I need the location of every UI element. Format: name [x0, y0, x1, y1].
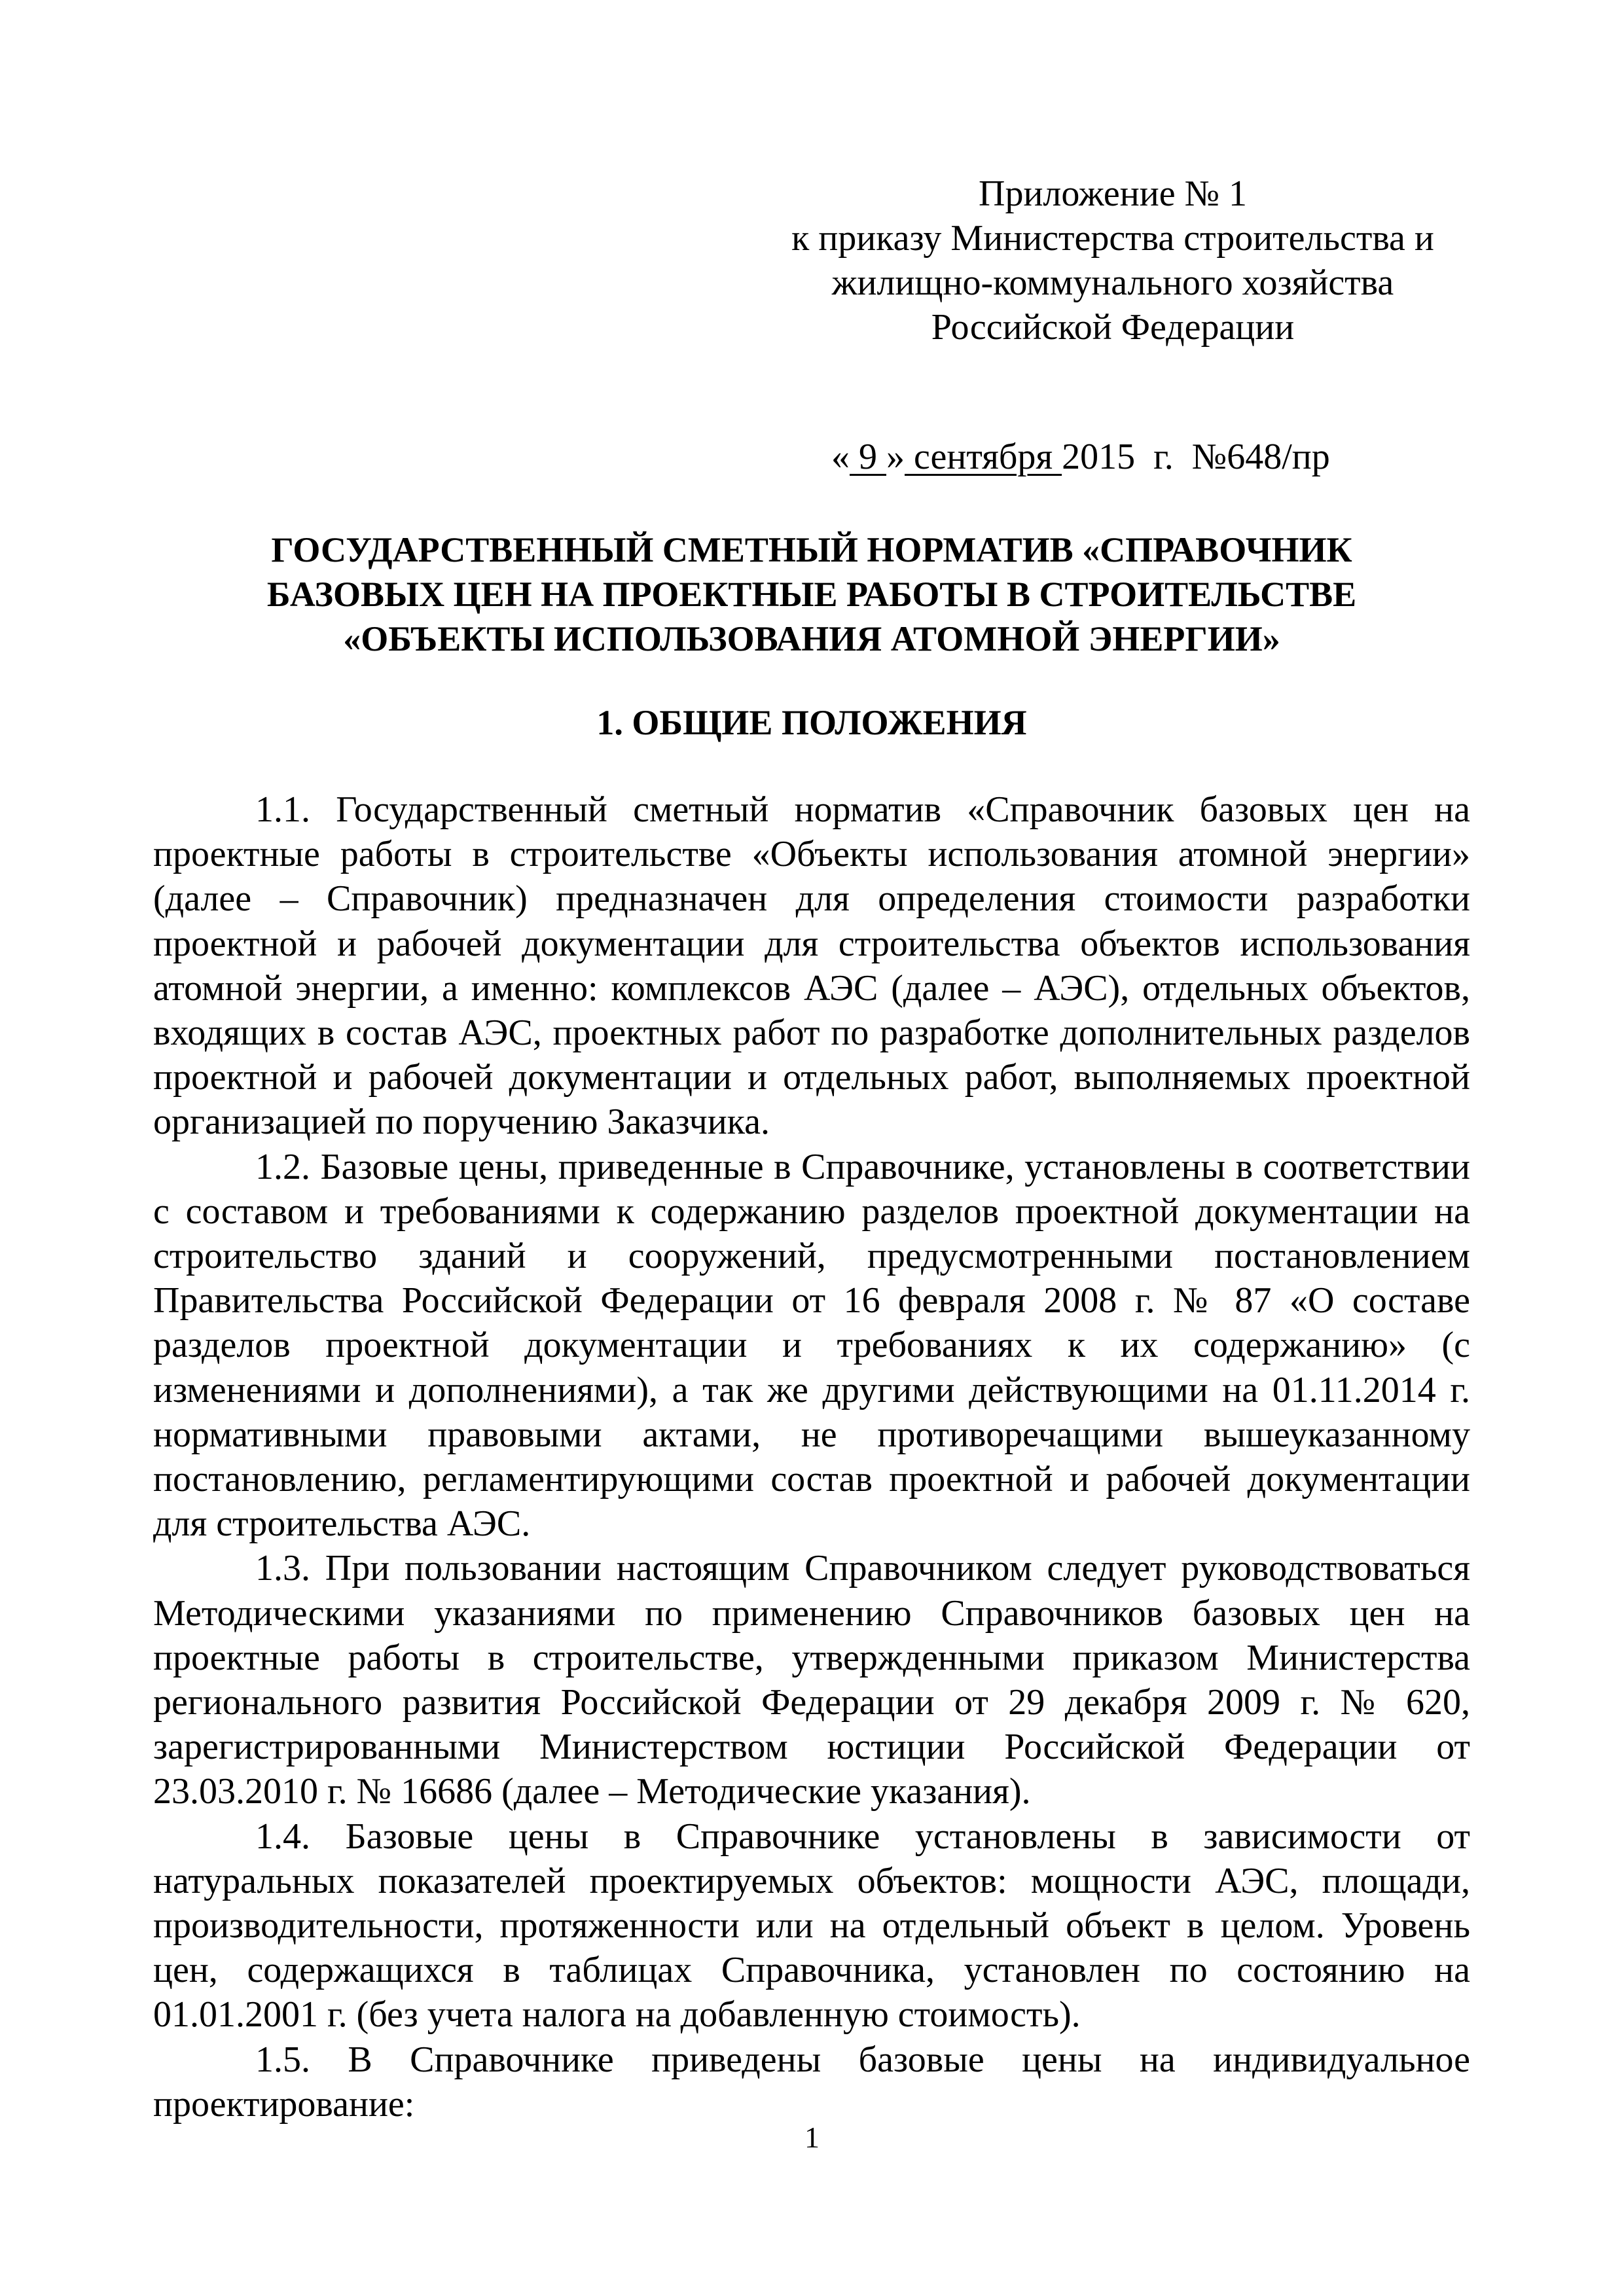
paragraph-1-1: [153, 787, 1470, 1145]
paragraph-1-4: [153, 1814, 1470, 2037]
order-date-line: [831, 435, 1330, 479]
title-line: БАЗОВЫХ ЦЕН НА ПРОЕКТНЫЕ РАБОТЫ В СТРОИТЕЛЬСТВЕ: [266, 575, 1357, 614]
paragraph-number: 1.2.: [255, 1146, 310, 1187]
order-month: сентября: [905, 437, 1062, 477]
attachment-line: к приказу Министерства строительства и: [791, 218, 1434, 259]
paragraph-number: 1.3.: [255, 1548, 310, 1589]
order-open-quote: «: [831, 437, 850, 477]
paragraph-number: 1.1.: [255, 789, 310, 830]
paragraph-text: В Справочнике приведены базовые цены на индивидуальное проектирование:: [153, 2039, 1470, 2125]
order-day: 9: [850, 437, 886, 477]
paragraph-text: Базовые цены в Справочнике установлены в зависимости от натуральных показателей проектируемых объектов: мощности АЭС, площади, производительности, протяженности или на отдельный объект в целом. Уровень цен, содержащихся в таблицах Справочника, установлен по состоянию на 01.01.2001 г. (без учета налога на добавленную стоимость).: [153, 1816, 1471, 2036]
attachment-block: [759, 171, 1466, 350]
order-close-quote: »: [886, 437, 905, 477]
document-title: [157, 528, 1466, 661]
section-heading: 1. ОБЩИЕ ПОЛОЖЕНИЯ: [596, 703, 1027, 742]
paragraph-1-5: [153, 2037, 1470, 2126]
attachment-line: Российской Федерации: [931, 307, 1295, 348]
order-number: №648/пр: [1191, 437, 1330, 477]
paragraph-text: Базовые цены, приведенные в Справочнике, установлены в соответствии с составом и требованиями к содержанию разделов проектной документации на строительство зданий и сооружений, предусмотренными постановлением Правительства Российской Федерации от 16 февраля 2008 г. № 87 «О составе разделов проектной документации и требованиях к их содержанию» (с изменениями и дополнениями), а так же другими действующими на 01.11.2014 г. нормативными правовыми актами, не противоречащими вышеуказанному постановлению, регламентирующими состав проектной и рабочей документации для строительства АЭС.: [153, 1146, 1470, 1545]
attachment-line: жилищно-коммунального хозяйства: [831, 262, 1394, 303]
title-line: ГОСУДАРСТВЕННЫЙ СМЕТНЫЙ НОРМАТИВ «СПРАВОЧНИК: [271, 530, 1352, 569]
paragraph-1-3: [153, 1546, 1470, 1814]
paragraph-1-2: [153, 1145, 1470, 1547]
section-body: [153, 787, 1470, 2126]
attachment-line: Приложение № 1: [979, 173, 1247, 214]
title-line: «ОБЪЕКТЫ ИСПОЛЬЗОВАНИЯ АТОМНОЙ ЭНЕРГИИ»: [343, 619, 1280, 658]
paragraph-text: При пользовании настоящим Справочником следует руководствоваться Методическими указаниями по применению Справочников базовых цен на проектные работы в строительстве, утвержденными приказом Министерства регионального развития Российской Федерации от 29 декабря 2009 г. № 620, зарегистрированными Министерством юстиции Российской Федерации от 23.03.2010 г. № 16686 (далее – Методические указания).: [153, 1548, 1470, 1812]
page-number: 1: [804, 2121, 820, 2154]
paragraph-number: 1.5.: [255, 2039, 310, 2080]
paragraph-number: 1.4.: [255, 1816, 310, 1857]
order-year: 2015 г.: [1062, 437, 1192, 477]
paragraph-text: Государственный сметный норматив «Справочник базовых цен на проектные работы в строительстве «Объекты использования атомной энергии» (далее – Справочник) предназначен для определения стоимости разработки проектной и рабочей документации для строительства объектов использования атомной энергии, а именно: комплексов АЭС (далее – АЭС), отдельных объектов, входящих в состав АЭС, проектных работ по разработке дополнительных разделов проектной и рабочей документации и отдельных работ, выполняемых проектной организацией по поручению Заказчика.: [153, 789, 1470, 1143]
